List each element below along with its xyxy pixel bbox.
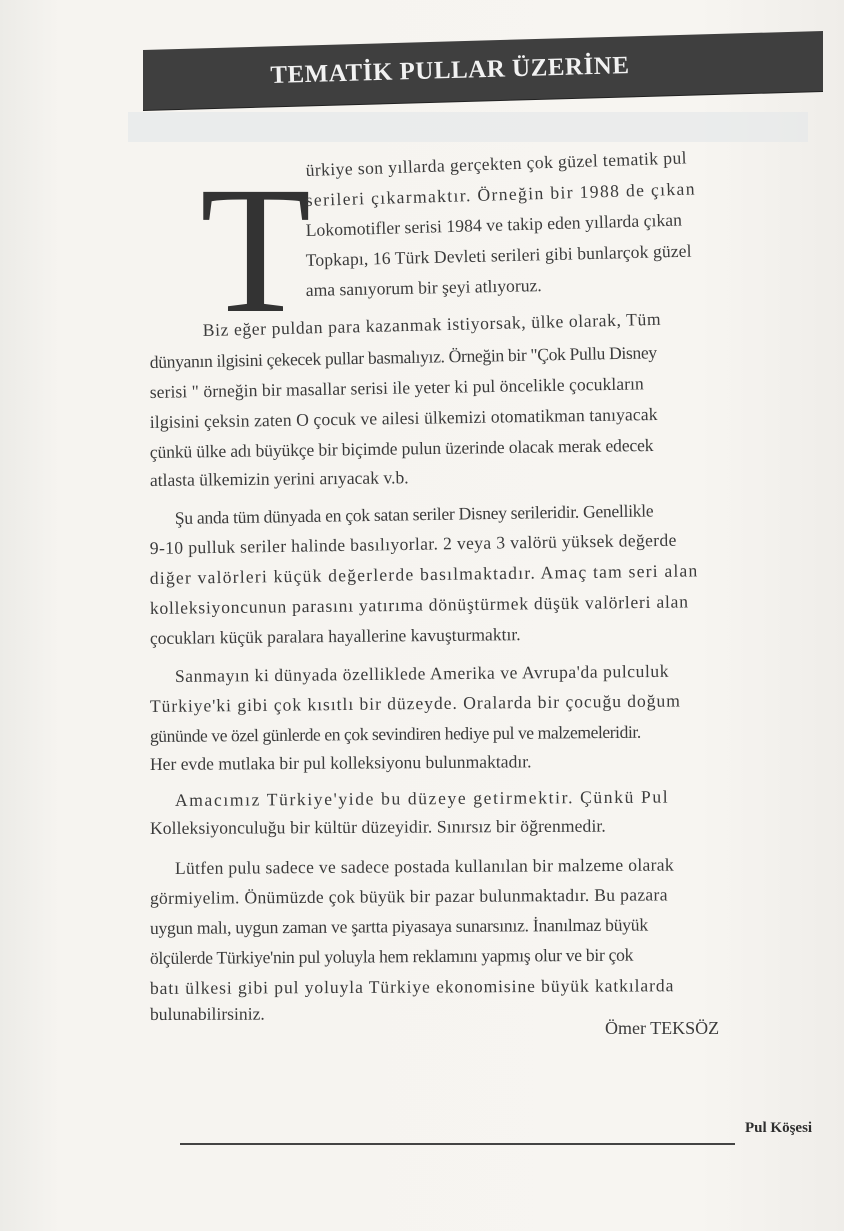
paragraph-line: atlasta ülkemizin yerini arıyacak v.b. bbox=[149, 467, 409, 491]
paragraph-line: ilgisini çeksin zaten O çocuk ve ailesi ülkemizi otomatikman tanıyacak bbox=[149, 404, 658, 433]
paragraph-line: Türkiye'ki gibi çok kısıtlı bir düzeyde. Oralarda bir çocuğu doğum bbox=[149, 690, 681, 717]
drop-cap-letter: T bbox=[200, 150, 312, 351]
paragraph-line: gününde ve özel günlerde en çok sevindiren hediye pul ve malzemeleridir. bbox=[149, 721, 641, 747]
paragraph-line: çünkü ülke adı büyükçe bir biçimde pulun üzerinde olacak merak edecek bbox=[149, 434, 654, 463]
paragraph-line: 9-10 pulluk seriler halinde basılıyorlar. 2 veya 3 valörü yüksek değerde bbox=[149, 529, 677, 559]
paragraph-line: serileri çıkarmaktır. Örneğin bir 1988 de çıkan bbox=[305, 178, 697, 211]
paragraph-line: Lütfen pulu sadece ve sadece postada kullanılan bir malzeme olarak bbox=[174, 854, 675, 878]
page-title: TEMATİK PULLAR ÜZERİNE bbox=[270, 51, 630, 89]
paragraph-line: kolleksiyoncunun parasını yatırıma dönüştürmek düşük valörleri alan bbox=[149, 591, 689, 619]
paragraph-line: Biz eğer puldan para kazanmak istiyorsak, ülke olarak, Tüm bbox=[202, 308, 662, 341]
footer-section-label: Pul Köşesi bbox=[745, 1120, 813, 1136]
header-ghost-band bbox=[128, 112, 808, 142]
paragraph-line: Amacımız Türkiye'yide bu düzeye getirmektir. Çünkü Pul bbox=[174, 786, 670, 810]
paragraph-line: ama sanıyorum bir şeyi atlıyoruz. bbox=[305, 275, 542, 301]
paragraph-line: dünyanın ilgisini çekecek pullar basmalıyız. Örneğin bir "Çok Pullu Disney bbox=[149, 342, 657, 373]
paragraph-line: uygun malı, uygun zaman ve şartta piyasaya sunarsınız. İnanılmaz büyük bbox=[149, 914, 648, 938]
paragraph-line: ürkiye son yıllarda gerçekten çok güzel tematik pul bbox=[305, 147, 688, 181]
paragraph-line: batı ülkesi gibi pul yoluyla Türkiye ekonomisine büyük katkılarda bbox=[149, 975, 675, 998]
paragraph-line: Topkapı, 16 Türk Devleti serileri gibi bunlarçok güzel bbox=[305, 240, 692, 271]
paragraph-line: görmiyelim. Önümüzde çok büyük bir pazar bulunmaktadır. Bu pazara bbox=[149, 884, 668, 908]
paragraph-line: Kolleksiyonculuğu bir kültür düzeyidir. Sınırsız bir öğrenmedir. bbox=[149, 815, 606, 838]
paragraph-line: çocukları küçük paralara hayallerine kavuşturmaktır. bbox=[149, 624, 521, 649]
paragraph-line: serisi " örneğin bir masallar serisi ile yeter ki pul öncelikle çocukların bbox=[149, 373, 644, 403]
paragraph-line: diğer valörleri küçük değerlerde basılmaktadır. Amaç tam seri alan bbox=[149, 560, 699, 589]
author-signature: Ömer TEKSÖZ bbox=[605, 1018, 720, 1038]
footer-rule bbox=[180, 1143, 735, 1145]
paragraph-line: bulunabilirsiniz. bbox=[149, 1003, 265, 1024]
paragraph-line: Şu anda tüm dünyada en çok satan seriler Disney serileridir. Genellikle bbox=[174, 500, 654, 529]
paragraph-line: Sanmayın ki dünyada özelliklede Amerika ve Avrupa'da pulculuk bbox=[174, 660, 670, 687]
paragraph-line: Her evde mutlaka bir pul kolleksiyonu bulunmaktadır. bbox=[149, 751, 532, 774]
paragraph-line: ölçülerde Türkiye'nin pul yoluyla hem reklamını yapmış olur ve bir çok bbox=[149, 944, 634, 968]
paragraph-line: Lokomotifler serisi 1984 ve takip eden yıllarda çıkan bbox=[305, 209, 683, 241]
